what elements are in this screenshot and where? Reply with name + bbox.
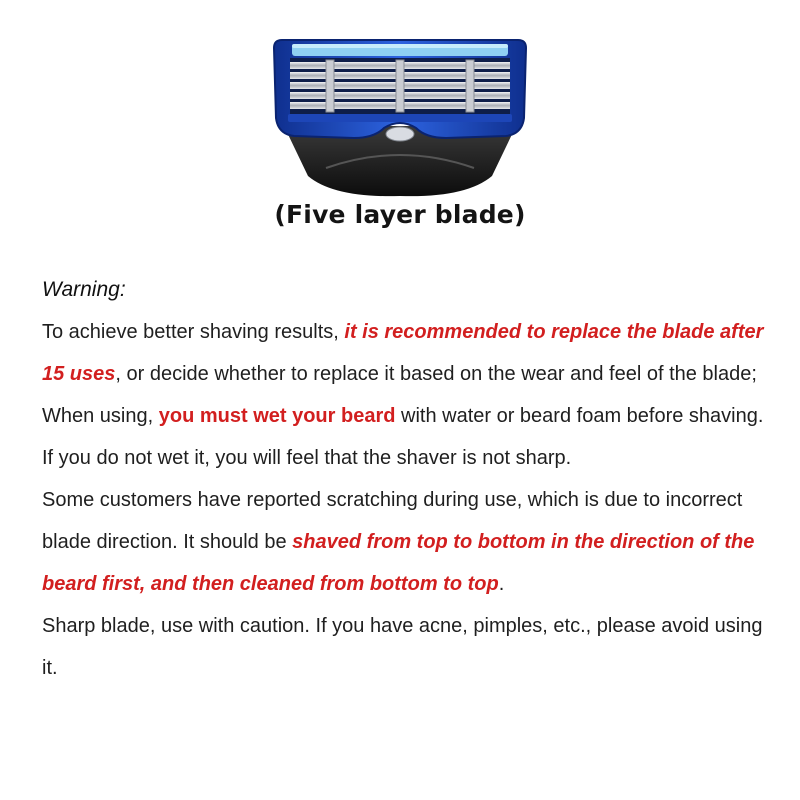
text-segment: When using, [42, 405, 159, 427]
text-segment: . [498, 573, 505, 595]
warning-paragraph-wet-beard [42, 395, 778, 479]
text-segment: with water or beard foam before shaving. If you do not wet it, you will feel that the shaver is not sharp. [42, 405, 764, 469]
text-segment: Some customers have reported scratching during use, which is due to incorrect blade direction. It should be [42, 489, 743, 553]
razor-blade-cartridge-icon [266, 38, 534, 198]
blade-caption: (Five layer blade) [274, 200, 526, 229]
highlight-shave-direction: shaved from top to bottom in the direction of the beard first, and then cleaned from bottom to top [42, 531, 755, 595]
warning-title: Warning: [42, 278, 126, 301]
highlight-wet-beard: you must wet your beard [158, 405, 396, 427]
highlight-replace-blade: it is recommended to replace the blade after 15 uses [42, 321, 764, 385]
text-segment: , or decide whether to replace it based on the wear and feel of the blade; [115, 363, 757, 385]
warning-paragraph-replace [42, 311, 778, 395]
warning-body [42, 311, 778, 689]
text-segment: To achieve better shaving results, [42, 321, 345, 343]
warning-paragraph-direction [42, 479, 778, 605]
warning-paragraph-caution: Sharp blade, use with caution. If you have acne, pimples, etc., please avoid using it. [42, 615, 763, 679]
